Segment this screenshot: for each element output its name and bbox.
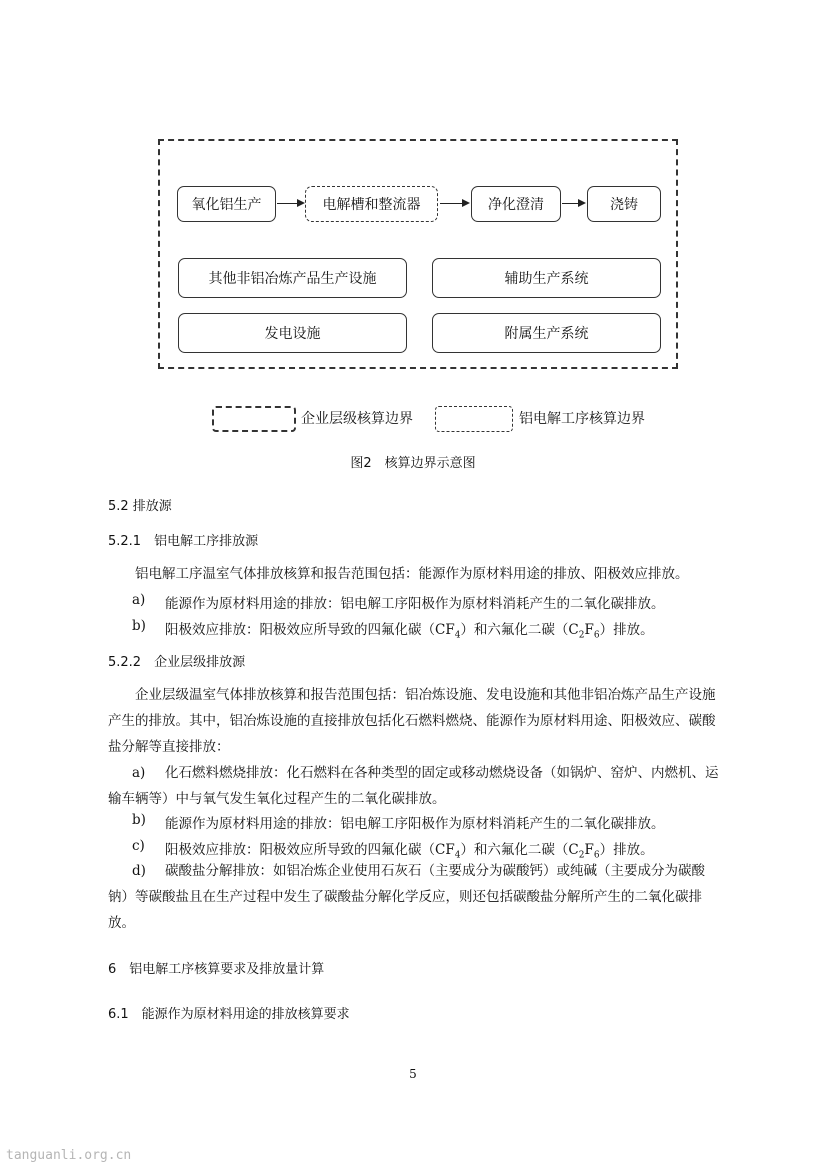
s521-b-text: 阳极效应排放：阳极效应所导致的四氟化碳$(CF_4)$和六氟化二碳$(C_2F_6)$排放。: [165, 622, 654, 641]
arrow-2: [440, 203, 468, 204]
s521-b-label: b): [132, 618, 146, 634]
ancillary-system-box: 附属生产系统: [432, 313, 661, 353]
power-generation-box: 发电设施: [178, 313, 407, 353]
figure-caption: 图2 核算边界示意图: [350, 456, 476, 471]
s522-intro: 企业层级温室气体排放核算和报告范围包括：铝冶炼设施、发电设施和其他非铝冶炼产品生产设施产生的排放。其中，铝冶炼设施的直接排放包括化石燃料燃烧、能源作为原材料用途、阳极效应、碳酸盐分解等直接排放：: [108, 687, 716, 755]
s521-a-label: a): [132, 592, 146, 608]
legend-process-label: 铝电解工序核算边界: [519, 411, 645, 427]
auxiliary-system-box: 辅助生产系统: [432, 258, 661, 298]
s522-b-text: 能源作为原材料用途的排放：铝电解工序阳极作为原材料消耗产生的二氧化碳排放。: [165, 816, 665, 832]
s521-a-text: 能源作为原材料用途的排放：铝电解工序阳极作为原材料消耗产生的二氧化碳排放。: [165, 596, 665, 612]
legend-process-swatch: [435, 406, 513, 432]
s522-a-item: [108, 760, 720, 812]
s522-b-label: b): [132, 812, 146, 828]
electrolytic-cell-box: 电解槽和整流器: [305, 186, 438, 222]
heading-5-2-2: 5.2.2 企业层级排放源: [108, 655, 246, 670]
s522-a-label: a): [132, 765, 146, 781]
other-facilities-box: 其他非铝冶炼产品生产设施: [178, 258, 407, 298]
legend-enterprise-swatch: [212, 406, 296, 432]
purification-box: 净化澄清: [471, 186, 561, 222]
arrow-3: [562, 203, 584, 204]
legend-enterprise-label: 企业层级核算边界: [301, 411, 413, 427]
page-number: 5: [409, 1067, 417, 1081]
s522-d-text: 碳酸盐分解排放：如铝冶炼企业使用石灰石（主要成分为碳酸钙）或纯碱（主要成分为碳酸钠）等碳酸盐且在生产过程中发生了碳酸盐分解化学反应，则还包括碳酸盐分解所产生的二氧化碳排放。: [108, 863, 705, 931]
s522-a-text: 化石燃料燃烧排放：化石燃料在各种类型的固定或移动燃烧设备（如锅炉、窑炉、内燃机、运输车辆等）中与氧气发生氧化过程产生的二氧化碳排放。: [108, 765, 719, 807]
casting-box: 浇铸: [587, 186, 661, 222]
arrow-1: [277, 203, 303, 204]
s522-c-label: c): [132, 838, 145, 854]
s521-intro: 铝电解工序温室气体排放核算和报告范围包括：能源作为原材料用途的排放、阳极效应排放。: [135, 566, 689, 582]
s522-d-item: [108, 858, 720, 936]
heading-5-2: 5.2 排放源: [108, 499, 172, 514]
heading-5-2-1: 5.2.1 铝电解工序排放源: [108, 534, 259, 549]
s522-d-label: d): [132, 863, 146, 879]
s522-c-text: 阳极效应排放：阳极效应所导致的四氟化碳$(CF_4)$和六氟化二碳$(C_2F_6)$排放。: [165, 842, 654, 861]
watermark: tanguanli.org.cn: [6, 1148, 132, 1163]
heading-6: 6 铝电解工序核算要求及排放量计算: [108, 962, 325, 977]
heading-6-1: 6.1 能源作为原材料用途的排放核算要求: [108, 1007, 350, 1022]
alumina-production-box: 氧化铝生产: [177, 186, 276, 222]
